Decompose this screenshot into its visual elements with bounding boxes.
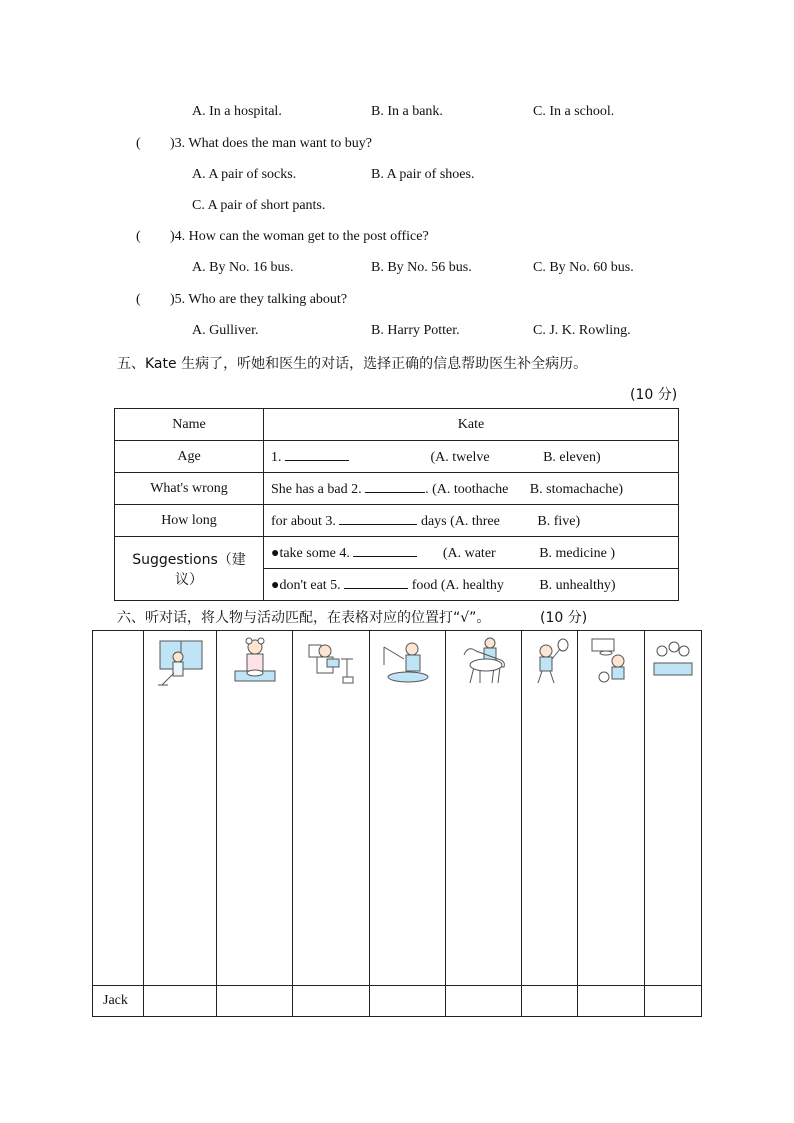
- q3-question: What does the man want to buy?: [188, 136, 372, 151]
- activity-cell: [522, 631, 578, 986]
- playing-basketball-icon: [586, 637, 636, 687]
- reading-book-icon: [303, 637, 359, 687]
- section6-title: 六、听对话，将人物与活动匹配，在表格对应的位置打“√”。: [117, 610, 491, 626]
- blank-5[interactable]: [344, 576, 408, 589]
- q5-option-a: A. Gulliver.: [192, 323, 259, 338]
- long-cell: for about 3. days (A. three B. five): [264, 505, 679, 537]
- medical-record-table: [114, 408, 679, 601]
- answer-cell[interactable]: [446, 986, 522, 1017]
- activity-cell: [217, 631, 293, 986]
- corner-cell: [93, 631, 144, 986]
- activity-cell: [293, 631, 370, 986]
- q5-option-c: C. J. K. Rowling.: [533, 323, 631, 338]
- activity-cell: [144, 631, 217, 986]
- flying-balloons-icon: [648, 637, 698, 687]
- q4-option-c: C. By No. 60 bus.: [533, 260, 634, 275]
- name-value: Kate: [264, 409, 679, 441]
- blank-3[interactable]: [339, 512, 417, 525]
- section5-score: (10 分): [630, 387, 678, 403]
- fishing-icon: [380, 637, 436, 687]
- table-row: [115, 473, 679, 505]
- name-label: Name: [115, 409, 264, 441]
- q2-option-b: B. In a bank.: [371, 104, 443, 119]
- making-dumplings-icon: [227, 637, 283, 687]
- q3-number: 3.: [174, 136, 186, 151]
- long-label: How long: [115, 505, 264, 537]
- suggestions-label: Suggestions（建议）: [115, 537, 264, 601]
- q2-option-a: A. In a hospital.: [192, 104, 282, 119]
- q3-option-b: B. A pair of shoes.: [371, 167, 475, 182]
- answer-cell[interactable]: [522, 986, 578, 1017]
- section6-score: (10 分): [540, 610, 588, 626]
- q5-question: Who are they talking about?: [188, 292, 348, 307]
- answer-cell[interactable]: [217, 986, 293, 1017]
- q5-line: ( )5. Who are they talking about?: [136, 292, 348, 307]
- q5-number: 5.: [174, 292, 186, 307]
- answer-cell[interactable]: [645, 986, 702, 1017]
- activity-cell: [645, 631, 702, 986]
- activity-cell: [578, 631, 645, 986]
- answer-cell[interactable]: [578, 986, 645, 1017]
- blank-2[interactable]: [365, 480, 425, 493]
- riding-horse-icon: [454, 637, 514, 687]
- table-row: [115, 537, 679, 569]
- answer-cell[interactable]: [293, 986, 370, 1017]
- q3-line: ( )3. What does the man want to buy?: [136, 136, 372, 151]
- table-row: [115, 409, 679, 441]
- q4-question: How can the woman get to the post office?: [188, 229, 429, 244]
- age-label: Age: [115, 441, 264, 473]
- answer-cell[interactable]: [144, 986, 217, 1017]
- q3-option-c: C. A pair of short pants.: [192, 198, 326, 213]
- row-label-jack: Jack: [93, 986, 144, 1017]
- table-row: [115, 505, 679, 537]
- activity-cell: [370, 631, 446, 986]
- table-row: [93, 986, 702, 1017]
- sugg2-cell: ●don't eat 5. food (A. healthy B. unhealthy): [264, 569, 679, 601]
- answer-cell[interactable]: [370, 986, 446, 1017]
- table-row: [115, 441, 679, 473]
- q3-option-a: A. A pair of socks.: [192, 167, 297, 182]
- section5-title: 五、Kate 生病了，听她和医生的对话，选择正确的信息帮助医生补全病历。: [117, 356, 588, 372]
- q5-option-b: B. Harry Potter.: [371, 323, 460, 338]
- blank-4[interactable]: [353, 544, 417, 557]
- matching-table: [92, 630, 702, 1017]
- age-cell: 1. (A. twelve B. eleven): [264, 441, 679, 473]
- playing-badminton-icon: [528, 637, 572, 687]
- q2-option-c: C. In a school.: [533, 104, 615, 119]
- blank-1[interactable]: [285, 448, 349, 461]
- q4-option-a: A. By No. 16 bus.: [192, 260, 294, 275]
- sugg1-cell: ●take some 4. (A. water B. medicine ): [264, 537, 679, 569]
- wrong-cell: She has a bad 2. . (A. toothache B. stomachache): [264, 473, 679, 505]
- table-row: [93, 631, 702, 986]
- wrong-label: What's wrong: [115, 473, 264, 505]
- q4-number: 4.: [174, 229, 186, 244]
- q4-option-b: B. By No. 56 bus.: [371, 260, 472, 275]
- q4-line: ( )4. How can the woman get to the post office?: [136, 229, 429, 244]
- activity-cell: [446, 631, 522, 986]
- cleaning-window-icon: [152, 637, 208, 687]
